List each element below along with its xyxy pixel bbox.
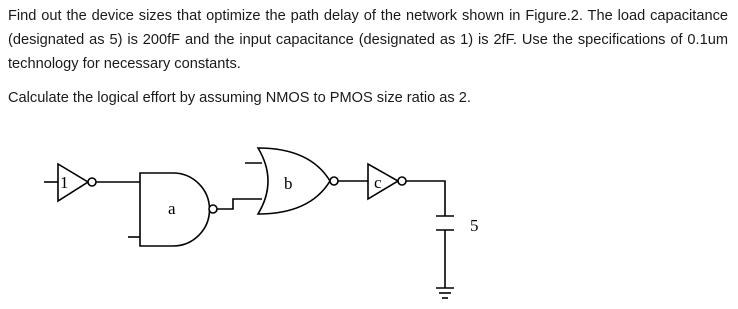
nor-gate-label: b: [284, 174, 293, 193]
load-capacitor: [436, 216, 479, 288]
output-wire: [406, 181, 445, 216]
output-inverter: [368, 164, 406, 199]
nor-gate: [245, 148, 338, 214]
input-inverter-label: 1: [60, 173, 69, 192]
nand-gate-label: a: [168, 199, 176, 218]
wire-nand-to-nor: [217, 199, 262, 209]
load-capacitor-label: 5: [470, 216, 479, 235]
nand-gate: [128, 173, 217, 246]
ground-icon: [436, 288, 454, 298]
output-inverter-label: c: [374, 173, 382, 192]
logical-effort-instruction: Calculate the logical effort by assuming NMOS to PMOS size ratio as 2.: [8, 90, 471, 106]
problem-statement-paragraph: Find out the device sizes that optimize the path delay of the network shown in Figure.2. The load capacitance (designated as 5) is 200fF and the input capacitance (designated as 1) is 2fF. Use the specifications of 0.1um technology for necessary constants.: [8, 8, 728, 72]
input-inverter: [58, 164, 96, 201]
